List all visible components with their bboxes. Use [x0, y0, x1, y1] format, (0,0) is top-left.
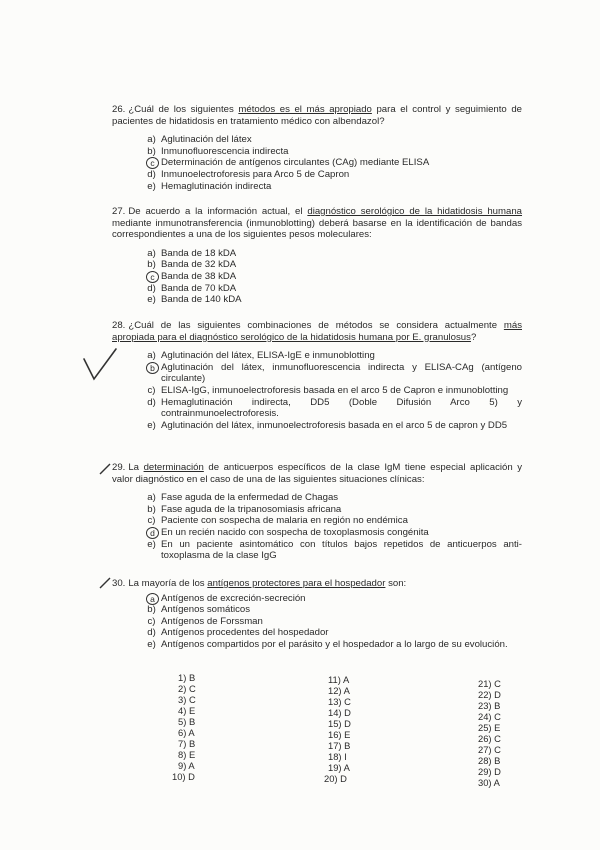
question-29 — [112, 462, 522, 562]
answer-item: 22) D — [478, 689, 501, 700]
answer-item: 17) B — [328, 740, 351, 751]
answer-item: 19) A — [328, 762, 350, 773]
option-list — [146, 350, 522, 431]
answer-item: 16) E — [328, 729, 351, 740]
option-list — [146, 593, 522, 651]
option-b: b) Banda de 32 kDA — [147, 259, 237, 271]
question-30 — [112, 578, 522, 651]
question-28 — [112, 320, 522, 431]
answer-item: 20) D — [324, 773, 347, 784]
option-d: d) Inmunoelectroforesis para Arco 5 de Capron — [147, 168, 350, 180]
answer-item: 8) E — [178, 749, 196, 760]
option-d: d) Hemaglutinación indirecta, DD5 (Doble Difusión Arco 5) y contrainmunoelectroforesis. — [147, 396, 522, 420]
answer-item: 2) C — [178, 683, 196, 694]
option-a: a) Aglutinación del látex, ELISA-IgE e inmunoblotting — [147, 350, 375, 362]
answer-item: 27) C — [478, 744, 501, 755]
answer-item: 13) C — [328, 696, 351, 707]
answer-item: 18) I — [328, 751, 347, 762]
answer-item: 21) C — [478, 678, 501, 689]
option-e: e) Aglutinación del látex, inmunoelectroforesis basada en el arco 5 de capron y DD5 — [147, 419, 508, 431]
option-a: a) Banda de 18 kDA — [147, 247, 237, 259]
option-a-circled: a Antígenos de excreción-secreción — [146, 593, 522, 605]
answer-item: 6) A — [178, 727, 195, 738]
option-c: c) Antígenos de Forssman — [147, 615, 263, 627]
option-d-circled: d En un recién nacido con sospecha de toxoplasmosis congénita — [146, 527, 522, 539]
question-27 — [112, 206, 522, 306]
answer-item: 14) D — [328, 707, 351, 718]
question-stem: 26. ¿Cuál de los siguientes métodos es el más apropiado para el control y seguimiento de pacientes de hidatidosis en tratamiento médico con albendazol? — [112, 104, 522, 127]
question-26 — [112, 104, 522, 192]
slash-mark-q30 — [98, 576, 112, 590]
option-d: d) Antígenos procedentes del hospedador — [147, 627, 329, 639]
option-list — [146, 248, 522, 306]
answer-item: 11) A — [328, 674, 350, 685]
option-b-circled: b Aglutinación del látex, inmunofluorescencia indirecta y ELISA-CAg (antígeno circulante) — [146, 362, 522, 385]
question-stem: 27. De acuerdo a la información actual, el diagnóstico serológico de la hidatidosis humana mediante inmunotransferencia (inmunoblotting) deberá basarse en la identificación de bandas correspondientes a una de los siguientes pesos moleculares: — [112, 206, 523, 241]
option-a: a) Fase aguda de la enfermedad de Chagas — [147, 492, 339, 504]
option-e: e) Banda de 140 kDA — [147, 294, 242, 306]
answer-item: 29) D — [478, 766, 501, 777]
option-b: b) Fase aguda de la tripanosomiasis africana — [147, 503, 342, 515]
option-list — [146, 134, 522, 192]
option-c-circled: c Determinación de antígenos circulantes (CAg) mediante ELISA — [146, 157, 522, 169]
answer-item: 9) A — [178, 760, 195, 771]
answer-item: 7) B — [178, 738, 196, 749]
slash-mark-q29 — [98, 462, 112, 476]
answer-item: 5) B — [178, 716, 196, 727]
answer-item: 30) A — [478, 777, 500, 788]
option-e: e) Hemaglutinación indirecta — [147, 180, 272, 192]
option-e: e) Antígenos compartidos por el parásito y el hospedador a lo largo de su evolución. — [147, 638, 508, 650]
option-b: b) Inmunofluorescencia indirecta — [147, 145, 289, 157]
question-stem: 28. ¿Cuál de las siguientes combinaciones de métodos se considera actualmente más apropiada para el diagnóstico serológico de la hidatidosis humana por E. granulosus? — [112, 320, 522, 343]
option-d: d) Banda de 70 kDA — [147, 282, 237, 294]
answer-item: 12) A — [328, 685, 350, 696]
question-stem: 29. La determinación de anticuerpos específicos de la clase IgM tiene especial aplicación y valor diagnóstico en el caso de una de las siguientes situaciones clínicas: — [112, 462, 522, 485]
answer-item: 25) E — [478, 722, 501, 733]
option-b: b) Antígenos somáticos — [147, 604, 251, 616]
answer-item: 15) D — [328, 718, 351, 729]
answer-item: 3) C — [178, 694, 196, 705]
answer-item: 1) B — [178, 672, 196, 683]
option-c: c) Paciente con sospecha de malaria en región no endémica — [147, 515, 408, 527]
answer-item: 28) B — [478, 755, 501, 766]
option-e: e) En un paciente asintomático con títulos bajos repetidos de anticuerpos anti-toxoplasma de la clase IgG — [147, 538, 522, 562]
answer-item: 24) C — [478, 711, 501, 722]
option-list — [146, 492, 522, 562]
option-a: a) Aglutinación del látex — [147, 134, 252, 146]
answer-item: 26) C — [478, 733, 501, 744]
option-c-circled: c Banda de 38 kDA — [146, 271, 522, 283]
answer-item: 23) B — [478, 700, 501, 711]
answer-key — [0, 670, 600, 850]
option-c: c) ELISA-IgG, inmunoelectroforesis basada en el arco 5 de Capron e inmunoblotting — [147, 384, 509, 396]
answer-item: 4) E — [178, 705, 196, 716]
answer-item: 10) D — [172, 771, 195, 782]
question-stem: 30. La mayoría de los antígenos protectores para el hospedador son: — [112, 578, 407, 589]
